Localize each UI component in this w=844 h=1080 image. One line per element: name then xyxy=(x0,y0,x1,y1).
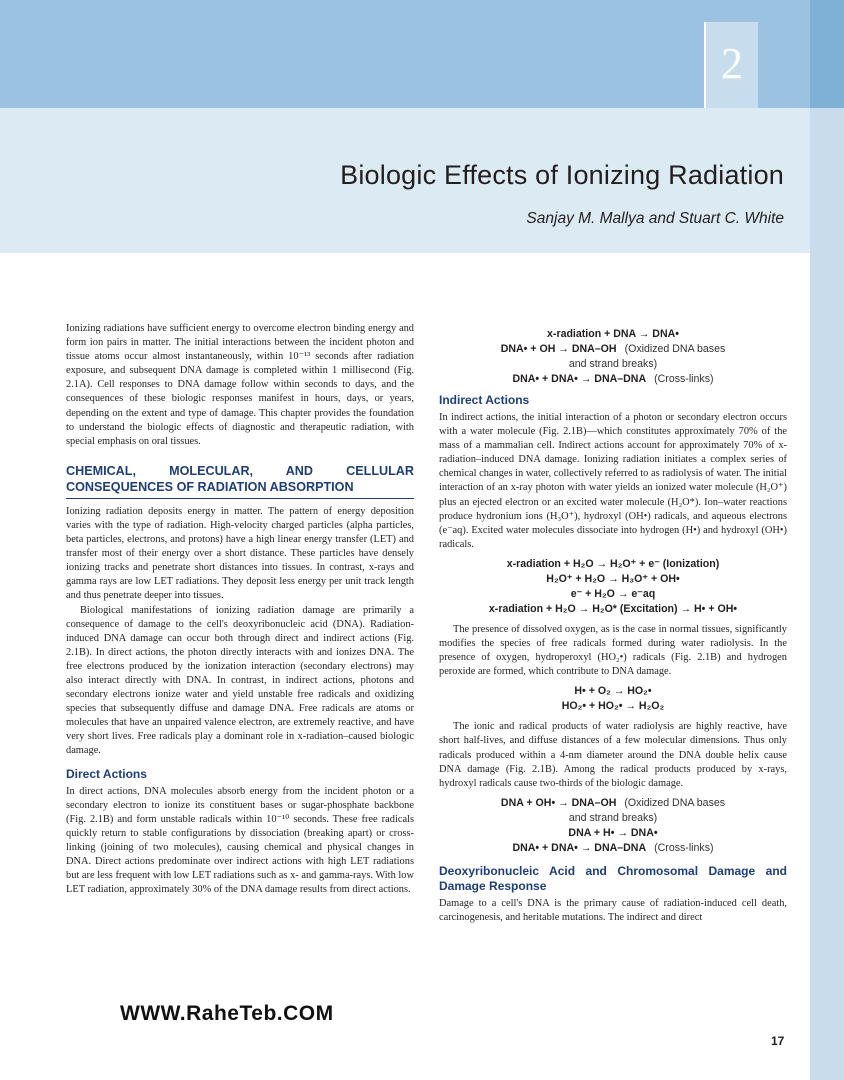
subheading-dna-damage: Deoxyribonucleic Acid and Chromosomal Damage and Damage Response xyxy=(439,863,787,893)
equation-note: (Oxidized DNA bases xyxy=(624,796,726,809)
equation-block-radiolysis xyxy=(439,557,787,617)
equation-note: (Cross-links) xyxy=(654,841,714,854)
equation-line: DNA• + DNA• → DNA–DNA xyxy=(512,373,647,385)
dna-damage-paragraph: Damage to a cell's DNA is the primary cause of radiation-induced cell death, carcinogenesis, and heritable mutations. The indirect and direct xyxy=(439,897,787,923)
section1-paragraph-1: Ionizing radiation deposits energy in matter. The pattern of energy deposition varies with the type of radiation. High-velocity charged particles (alpha particles, beta particles, electrons, and protons) have a high linear energy transfer (LET) and transfer most of their energy over a short distance. These particles have densely ionizing tracks and penetrate short distances into tissues. In contrast, x-rays and gamma rays are low LET radiations. They deposit less energy per unit track length and thus penetrate deeper into tissues. xyxy=(66,505,414,602)
page-number: 17 xyxy=(771,1034,785,1048)
oxygen-paragraph: The presence of dissolved oxygen, as is the case in normal tissues, significantly modifies the species of free radicals formed during water radiolysis. In the presence of oxygen, hydroperoxyl (HO₂•) radicals (Fig. 2.1B) and hydrogen peroxide are formed, which contribute to DNA damage. xyxy=(439,623,787,678)
equation-line: DNA + OH• → DNA–OH xyxy=(500,796,617,809)
equation-note: (Cross-links) xyxy=(654,373,714,385)
intro-paragraph: Ionizing radiations have sufficient energy to overcome electron binding energy and form ion pairs in matter. The initial interactions between the incident photon and tissue atoms occur almost instantaneously, within 10⁻¹³ seconds after radiation exposure, and subsequent DNA damage is completed within 1 millisecond (Fig. 2.1A). Cell responses to DNA damage follow within seconds to days, and the consequences of these biologic responses manifest in hours, days, or years, depending on the extent and type of damage. This chapter provides the foundation to understand the biologic effects of diagnostic and therapeutic radiation, with special emphasis on oral tissues. xyxy=(66,323,414,447)
equation-line: DNA + H• → DNA• xyxy=(568,826,658,839)
left-column xyxy=(66,322,414,897)
right-column xyxy=(439,322,787,925)
chapter-authors: Sanjay M. Mallya and Stuart C. White xyxy=(526,210,784,227)
equation-line: H₂O⁺ + H₂O → H₃O⁺ + OH• xyxy=(546,572,680,585)
equation-note: and strand breaks) xyxy=(568,358,658,370)
header-band-top xyxy=(0,0,810,108)
subheading-direct-actions: Direct Actions xyxy=(66,766,147,781)
indirect-actions-paragraph: In indirect actions, the initial interaction of a photon or secondary electron occurs with a water molecule (Fig. 2.1B)—which constitutes approximately 70% of the mass of a mammalian cell. Indirect actions account for approximately 70% of x-radiation–induced DNA damage. Ionizing radiation initiates a complex series of chemical changes in water, collectively referred to as radiolysis of water. The initial interaction of an x-ray photon with water yields an ionized water molecule (H₂O⁺) plus an ejected electron or an excited water molecule (H₂O*). Ion–water reactions produce hydronium ions (H₃O⁺), hydroxyl (OH•) radicals, and aqueous electrons (e⁻aq). Excited water molecules dissociate into hydrogen (H•) and hydroxyl (OH•) radicals. xyxy=(439,412,787,550)
equation-line: x-radiation + H₂O → H₂O⁺ + e⁻ (Ionization) xyxy=(506,557,720,570)
ionic-products-paragraph: The ionic and radical products of water radiolysis are highly reactive, have short half-lives, and diffuse distances of a few molecular dimensions. Thus only radicals produced within a 4-nm diameter around the DNA double helix cause DNA damage (Fig. 2.1B). Among the radical products produced by x-rays, hydroxyl radicals cause two-thirds of the biologic damage. xyxy=(439,721,787,789)
equation-line: DNA• + OH → DNA–OH xyxy=(500,343,617,355)
equation-block-direct xyxy=(439,327,787,387)
equation-block-oxygen xyxy=(439,684,787,714)
chapter-number: 2 xyxy=(721,39,743,88)
equation-note: (Oxidized DNA bases xyxy=(624,343,726,355)
subheading-indirect-actions: Indirect Actions xyxy=(439,393,530,407)
side-strip-top xyxy=(810,0,844,108)
equation-line: H• + O₂ → HO₂• xyxy=(574,685,652,698)
section1-paragraph-2: Biological manifestations of ionizing radiation damage are primarily a consequence of damage to the cell's deoxyribonucleic acid (DNA). Radiation-induced DNA damage can occur both through direct and indirect actions (Fig. 2.1B). In direct actions, the photon directly interacts with and ionizes DNA. The free electrons produced by the ionization interaction (secondary electrons) may also interact directly with DNA. In contrast, in indirect actions, photons and secondary electrons ionize water and yield unstable free radicals and oxidizing species that subsequently diffuse and damage DNA. Free radicals are atoms or molecules that have an unpaired valence electron, are extremely reactive, and have very short lives. Free radicals play a dominant role in x-radiation–caused biologic damage. xyxy=(66,604,414,757)
equation-line: x-radiation + H₂O → H₂O* (Excitation) → H• + OH• xyxy=(488,602,738,615)
section-heading-chemical: CHEMICAL, MOLECULAR, AND CELLULAR CONSEQUENCES OF RADIATION ABSORPTION xyxy=(66,463,414,499)
equation-line: DNA• + DNA• → DNA–DNA xyxy=(512,841,647,854)
chapter-number-box xyxy=(704,22,758,108)
direct-actions-paragraph: In direct actions, DNA molecules absorb energy from the incident photon or a secondary electron to ionize its constituent bases or sugar-phosphate backbone (Fig. 2.1B) and form unstable radicals within 10⁻¹⁰ seconds. These free radicals quickly return to stable configurations by dissociation (breaking apart) or cross-linking (joining of two molecules), causing chemical and physical changes in DNA. Direct actions predominate over indirect actions with high LET radiations but are less frequent with low LET radiations such as x- and gamma-rays. With low LET radiation, approximately 30% of the DNA damage results from direct actions. xyxy=(66,785,414,896)
watermark: WWW.RaheTeb.COM xyxy=(120,1002,334,1025)
chapter-title: Biologic Effects of Ionizing Radiation xyxy=(340,160,784,190)
equation-line: HO₂• + HO₂• → H₂O₂ xyxy=(561,700,665,713)
equation-block-hydroxyl xyxy=(439,796,787,856)
equation-line: x-radiation + DNA → DNA• xyxy=(547,328,679,340)
equation-note: and strand breaks) xyxy=(568,811,658,824)
equation-line: e⁻ + H₂O → e⁻aq xyxy=(570,587,656,600)
side-strip xyxy=(810,0,844,1080)
